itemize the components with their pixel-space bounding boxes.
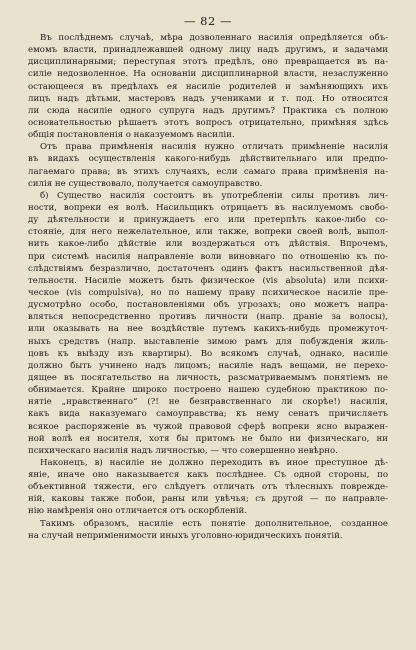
text-line: нію намѣренія оно отличается отъ оскорбленій.: [28, 506, 247, 517]
text-line: остающееся въ предѣлахъ ея насиліе родителей и замѣняющихъ ихъ: [28, 81, 388, 92]
text-line: яніе, иначе оно наказывается какъ послѣднее. Съ одной стороны, по: [28, 470, 388, 481]
text-line: въ видахъ осуществленія какого-нибудь дѣйствительнаго или предпо-: [28, 154, 388, 165]
body-text: [28, 32, 388, 542]
paragraph: [28, 518, 388, 542]
text-line: Такимъ образомъ, насиліе есть понятіе дополнительное, созданное: [40, 518, 388, 529]
text-line: основательностью рѣшаетъ этотъ вопросъ отрицательно, примѣняя здѣсь: [28, 117, 388, 128]
text-line: слѣдствіямъ безразлично, достаточенъ одинъ фактъ насильственной дѣя-: [28, 263, 388, 274]
text-line: лицъ надъ дѣтьми, мастеровъ надъ учениками и т. под. Но относится: [28, 93, 388, 104]
text-line: ности, вопреки ея волѣ. Насильщикъ отрицаетъ въ насилуемомъ свобо-: [28, 202, 388, 213]
text-line: ныхъ средствъ (напр. выставленіе зимою рамъ для побужденія жиль-: [28, 336, 388, 347]
text-line: ду дѣятельности и принуждаетъ его или претерпѣть какое-либо со-: [28, 215, 388, 226]
text-line: Наконецъ, в) насиліе не должно переходить въ иное преступное дѣ-: [40, 457, 388, 468]
text-line: нить какое-либо дѣйствіе или воздержаться отъ дѣйствія. Впрочемъ,: [28, 239, 388, 250]
text-line: ній, каковы также побои, раны или увѣчья; съ другой — по направле-: [28, 494, 388, 505]
paragraph: [28, 190, 388, 457]
page-number: — 82 —: [184, 14, 232, 28]
text-line: должно быть учинено надъ лицомъ; насиліе надъ вещами, не перехо-: [28, 360, 388, 371]
text-line: на случай неприміенимости иныхъ уголовно-юридическихъ понятій.: [28, 530, 343, 541]
paragraph: [28, 141, 388, 190]
text-line: дусмотрѣно особо, постановленіями объ угрозахъ; оно можетъ напра-: [28, 300, 388, 311]
paragraph: [28, 457, 388, 518]
text-line: силія не существовало, получается самоуправство.: [28, 178, 263, 189]
text-line: психическаго насилія надъ личностью, — что совершенно невѣрно.: [28, 445, 338, 456]
text-line: вляться непосредственно противъ личности (напр. драніе за волосы),: [28, 312, 388, 323]
text-line: б) Существо насилія состоитъ въ употребленіи силы противъ лич-: [40, 190, 388, 201]
text-line: нятіе „нравственнаго“ (?! не безнравственнаго ли скорѣе!) насилія,: [28, 397, 388, 408]
text-line: силіе недозволенное. На основаніи дисциплинарной власти, незаслуженно: [28, 69, 388, 80]
text-line: цовъ къ выѣзду изъ квартиры). Во всякомъ случаѣ, однако, насиліе: [28, 348, 388, 359]
text-line: какъ вида наказуемаго самоуправства; къ нему сенатъ причисляетъ: [28, 409, 388, 420]
text-line: дящее въ посягательство на личность, разсматриваемымъ понятіемъ не: [28, 372, 388, 383]
text-line: Отъ права примѣненія насилія нужно отличать примѣненіе насилія: [40, 142, 388, 153]
text-line: всякое распоряженіе въ чужой правовой сферѣ вопреки ясно выражен-: [28, 421, 388, 432]
text-line: стояніе, для него нежелательное, или также, вопреки своей волѣ, выпол-: [28, 227, 388, 238]
text-line: емомъ власти, принадлежавшей одному лицу надъ другимъ, и задачами: [28, 45, 388, 56]
text-line: обнимается. Крайне широко построено нашею судебною практикою по-: [28, 385, 388, 396]
paragraph: [28, 32, 388, 141]
text-line: объективной тяжести, его слѣдуетъ отличать отъ тѣлесныхъ поврежде-: [28, 482, 388, 493]
text-line: лагаемаго права; въ этихъ случаяхъ, если самаго права примѣненія на-: [28, 166, 388, 177]
text-line: ной волѣ ея носителя, хотя бы притомъ не было ни физическаго, ни: [28, 433, 388, 444]
text-line: ли сюда насиліе одного супруга надъ другимъ? Практика съ полною: [28, 105, 388, 116]
text-line: ческое (vis compulsiva), но по нашему праву психическое насиліе пре-: [28, 287, 388, 298]
text-line: при системѣ насилія направленіе воли виновнаго по отношенію къ по-: [28, 251, 388, 262]
text-line: Въ послѣднемъ случаѣ, мѣра дозволеннаго насилія опредѣляется объ-: [40, 33, 388, 43]
text-line: общія постановленія о наказуемомъ насиліи.: [28, 130, 235, 141]
text-line: дисциплинарными; переступая этотъ предѣлъ, оно превращается въ на-: [28, 57, 388, 68]
text-line: или оказывать на нее воздѣйствіе путемъ какихъ-нибудь промежуточ-: [28, 324, 388, 335]
text-line: тельности. Насиліе можетъ быть физическое (vis absoluta) или психи-: [28, 275, 388, 286]
